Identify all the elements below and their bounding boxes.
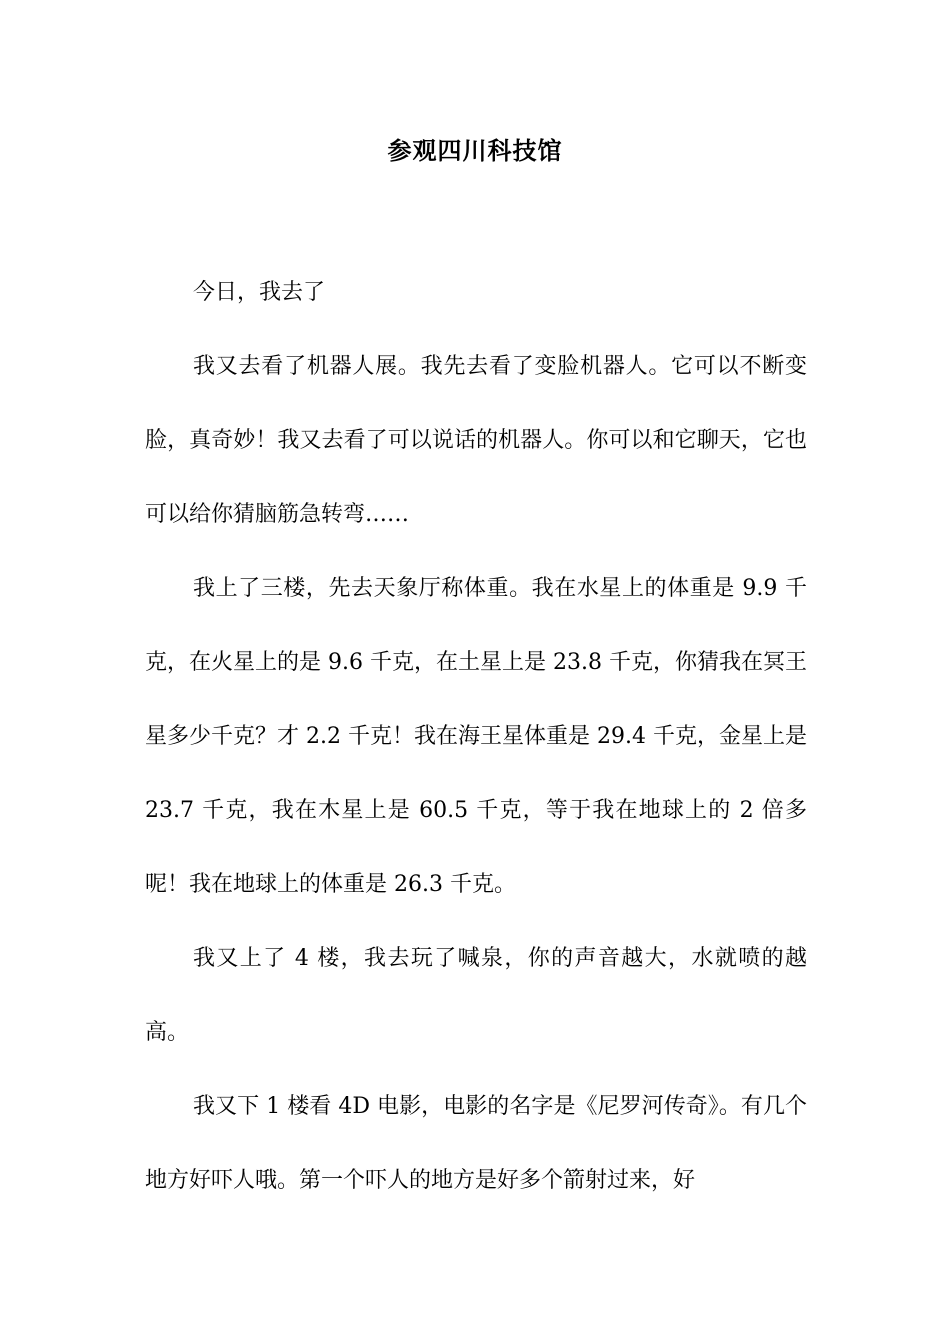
paragraph-planet-weights: 我上了三楼，先去天象厅称体重。我在水星上的体重是 9.9 千克，在火星上的是 9.6 千克，在土星上是 23.8 千克，你猜我在冥王星多少千克？才 2.2 千克！我在海王星体重是 29.4 千克，金星上是 23.7 千克，我在木星上是 60.5 千克，等于我在地球上的 2 倍多呢！我在地球上的体重是 26.3 千克。 [145, 576, 807, 897]
document-body [145, 256, 807, 1218]
paragraph-fountain: 我又上了 4 楼，我去玩了喊泉，你的声音越大，水就喷的越高。 [145, 946, 807, 1045]
paragraph-4d-movie: 我又下 1 楼看 4D 电影，电影的名字是《尼罗河传奇》。有几个地方好吓人哦。第一个吓人的地方是好多个箭射过来，好 [145, 1094, 807, 1193]
paragraph-robots: 我又去看了机器人展。我先去看了变脸机器人。它可以不断变脸，真奇妙！我又去看了可以说话的机器人。你可以和它聊天，它也可以给你猜脑筋急转弯…… [145, 354, 807, 527]
paragraph-intro: 今日，我去了 [193, 280, 326, 305]
document-title: 参观四川科技馆 [387, 136, 563, 165]
